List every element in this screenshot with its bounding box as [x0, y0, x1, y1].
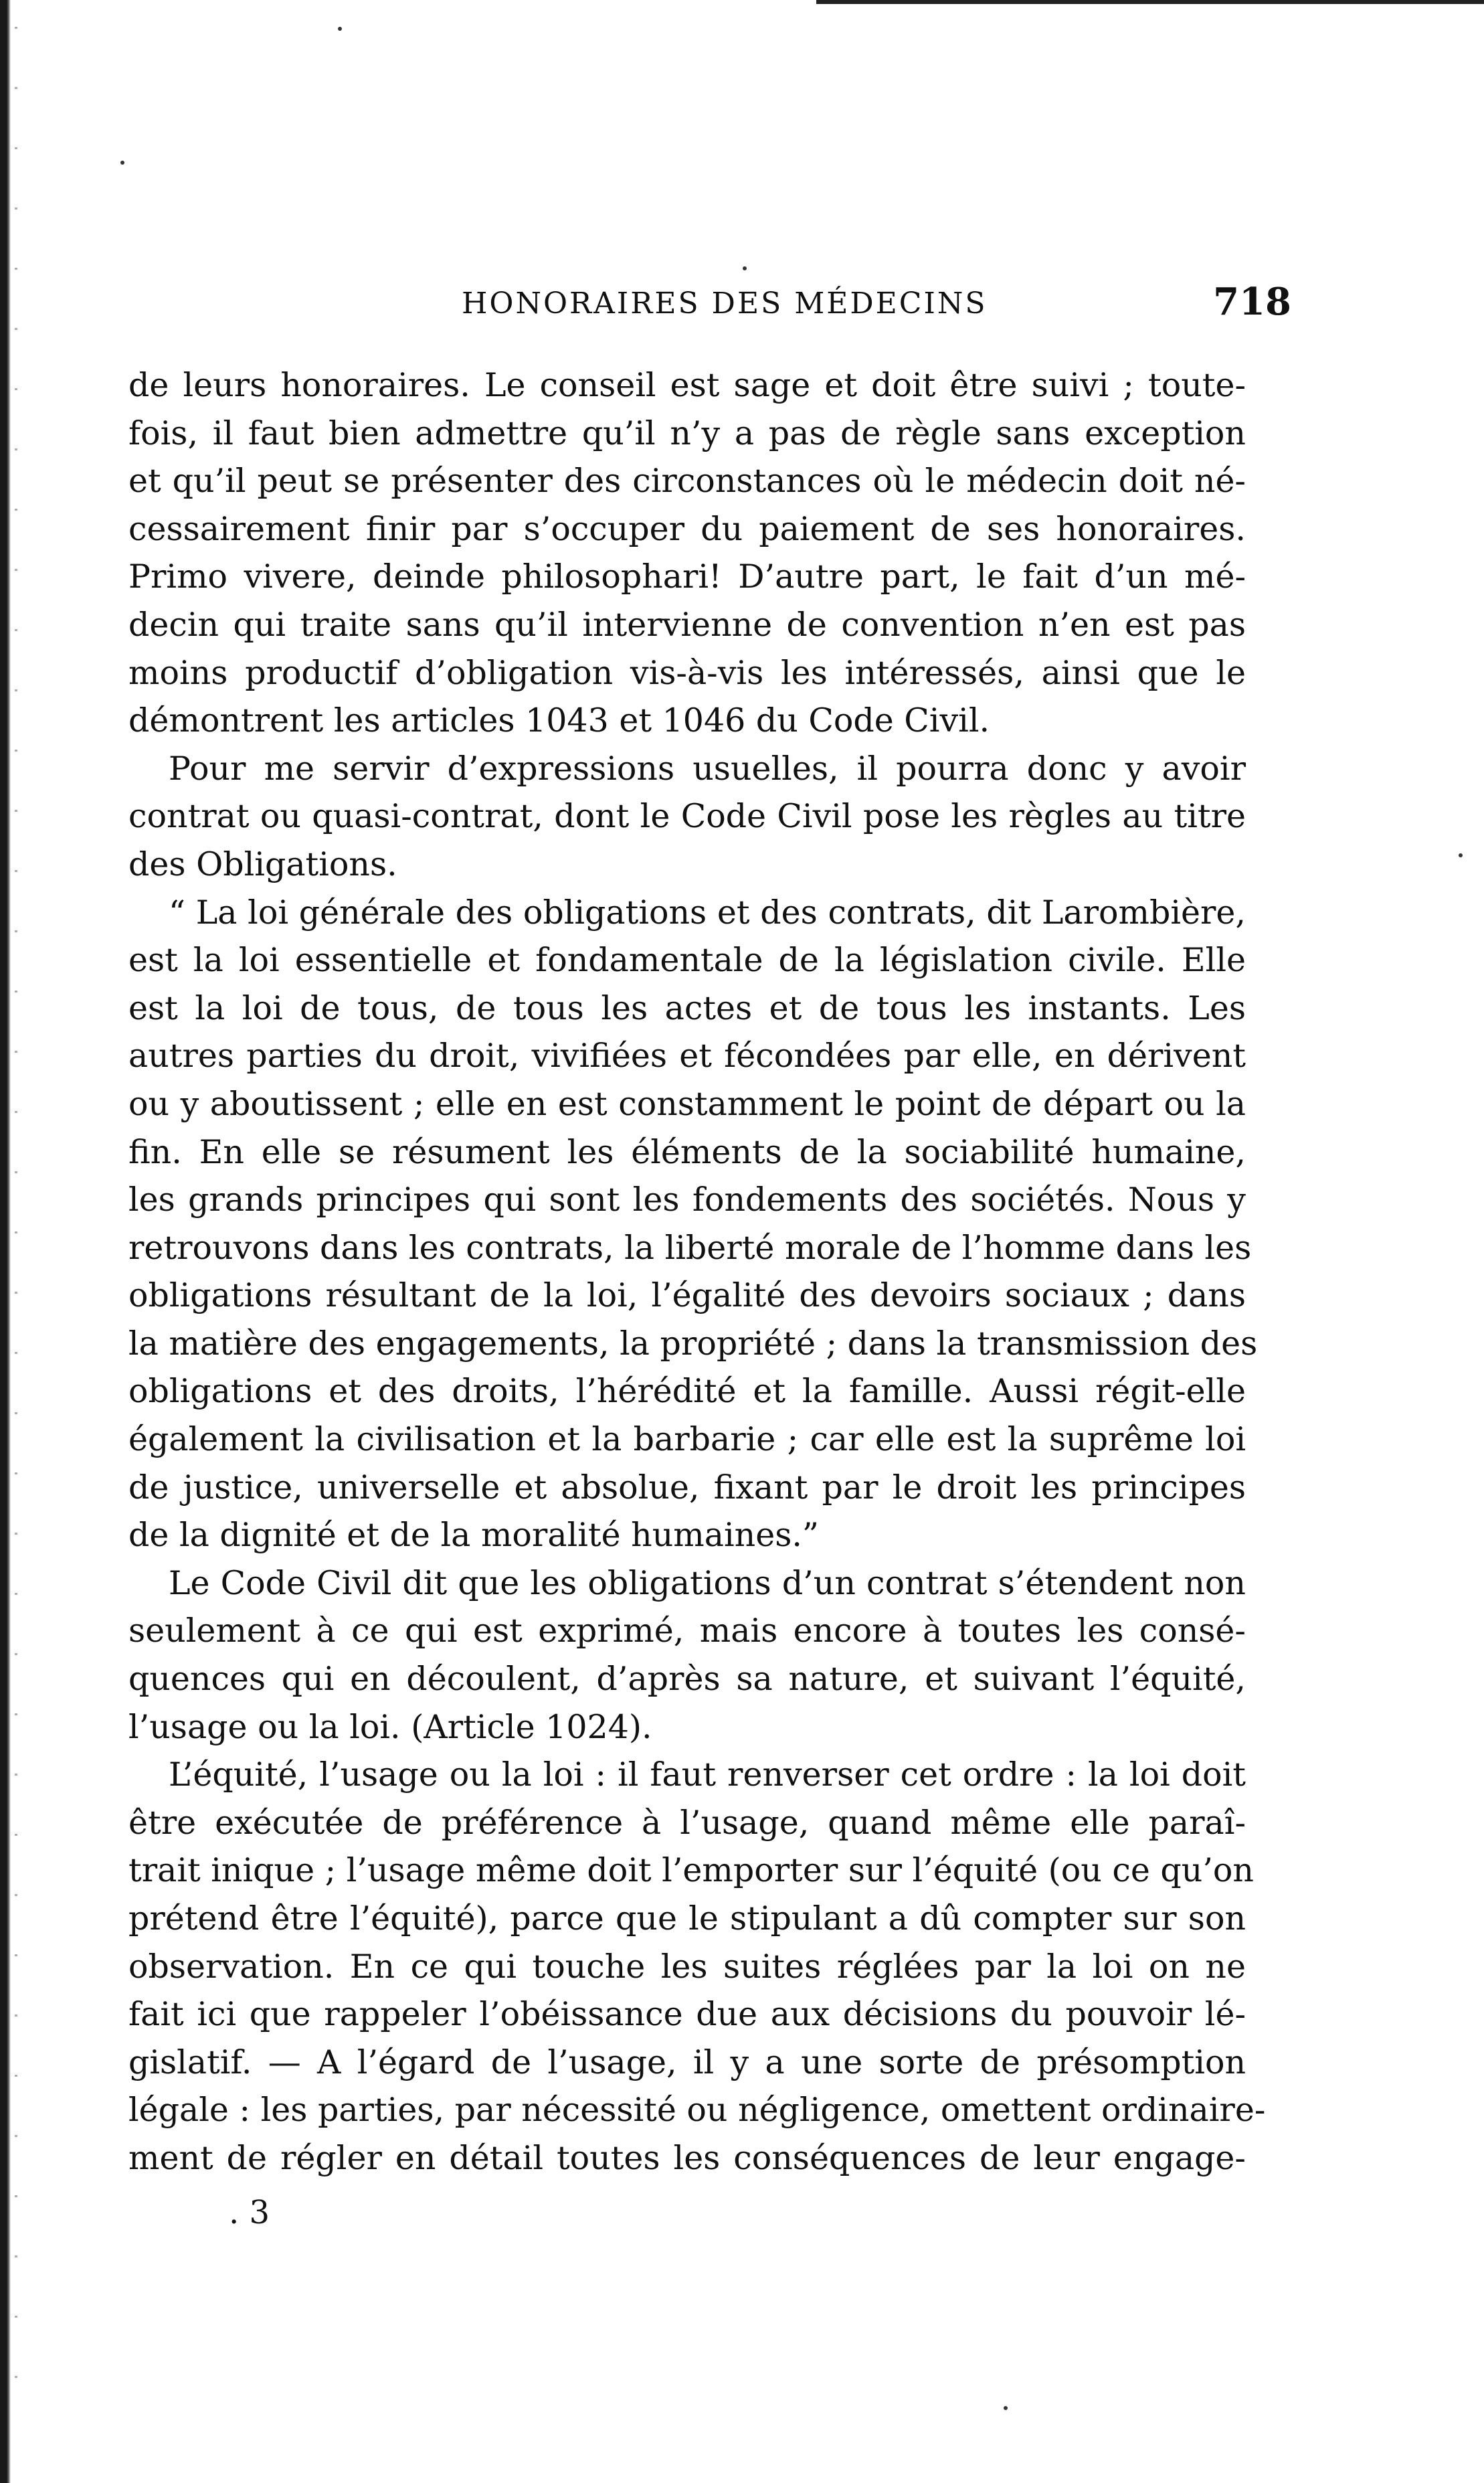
page-left-edge-shadow	[0, 0, 11, 2483]
text-line: ou y aboutissent ; elle en est constamment le point de départ ou la	[128, 1084, 1246, 1123]
running-title: HONORAIRES DES MÉDECINS	[462, 286, 988, 321]
text-line: de la dignité et de la moralité humaines.”	[128, 1516, 819, 1555]
text-line: prétend être l’équité), parce que le stipulant a dû compter sur son	[128, 1899, 1246, 1938]
running-header	[127, 280, 1291, 327]
text-line: “ La loi générale des obligations et des contrats, dit Larombière,	[169, 893, 1246, 932]
binding-dots	[15, 27, 17, 2436]
text-line: Le Code Civil dit que les obligations d’un contrat s’étendent non	[169, 1563, 1246, 1602]
text-line: l’usage ou la loi. (Article 1024).	[128, 1707, 652, 1746]
text-line: retrouvons dans les contrats, la liberté morale de l’homme dans les	[128, 1228, 1252, 1267]
text-line: obligations résultant de la loi, l’égalité des devoirs sociaux ; dans	[128, 1276, 1246, 1315]
text-line: de justice, universelle et absolue, fixant par le droit les principes	[128, 1468, 1246, 1507]
text-line: la matière des engagements, la propriété ; dans la transmission des	[128, 1324, 1258, 1363]
text-line: autres parties du droit, vivifiées et fécondées par elle, en dérivent	[128, 1037, 1246, 1076]
text-line: fois, il faut bien admettre qu’il n’y a pas de règle sans exception	[128, 414, 1246, 452]
print-speck	[1004, 2406, 1008, 2410]
print-speck	[120, 161, 124, 165]
text-line: decin qui traite sans qu’il intervienne de convention n’en est pas	[128, 605, 1246, 644]
body-text	[128, 361, 1266, 2182]
text-line: quences qui en découlent, d’après sa nature, et suivant l’équité,	[128, 1660, 1246, 1699]
text-line: Pour me servir d’expressions usuelles, il pourra donc y avoir	[169, 749, 1246, 788]
page-number: 718	[1213, 280, 1291, 324]
text-line: contrat ou quasi-contrat, dont le Code Civil pose les règles au titre	[128, 797, 1246, 836]
text-line: L’équité, l’usage ou la loi : il faut renverser cet ordre : la loi doit	[169, 1756, 1246, 1794]
text-line: démontrent les articles 1043 et 1046 du Code Civil.	[128, 701, 990, 740]
signature-mark: . 3	[229, 2194, 270, 2231]
text-line: trait inique ; l’usage même doit l’emporter sur l’équité (ou ce qu’on	[128, 1851, 1254, 1890]
text-line: légale : les parties, par nécessité ou négligence, omettent ordinaire-	[128, 2091, 1266, 2130]
print-speck	[1459, 853, 1463, 857]
text-line: gislatif. — A l’égard de l’usage, il y a une sorte de présomption	[128, 2043, 1246, 2081]
page-top-edge-shadow	[816, 0, 1484, 4]
text-line: fin. En elle se résument les éléments de la sociabilité humaine,	[128, 1132, 1246, 1171]
text-line: de leurs honoraires. Le conseil est sage et doit être suivi ; toute-	[128, 366, 1246, 404]
text-line: être exécutée de préférence à l’usage, quand même elle paraî-	[128, 1803, 1246, 1842]
text-line: Primo vivere, deinde philosophari! D’autre part, le fait d’un mé-	[128, 558, 1246, 596]
text-line: est la loi de tous, de tous les actes et de tous les instants. Les	[128, 989, 1246, 1027]
text-line: les grands principes qui sont les fondements des sociétés. Nous y	[128, 1181, 1246, 1219]
text-line: observation. En ce qui touche les suites réglées par la loi on ne	[128, 1947, 1246, 1986]
text-line: également la civilisation et la barbarie ; car elle est la suprême loi	[128, 1420, 1246, 1459]
text-line: obligations et des droits, l’hérédité et la famille. Aussi régit-elle	[128, 1372, 1246, 1411]
text-line: et qu’il peut se présenter des circonstances où le médecin doit né-	[128, 462, 1246, 501]
text-line: moins productif d’obligation vis-à-vis les intéressés, ainsi que le	[128, 653, 1246, 692]
print-speck	[743, 266, 747, 270]
text-line: cessairement finir par s’occuper du paiement de ses honoraires.	[128, 509, 1246, 548]
text-line: ment de régler en détail toutes les conséquences de leur engage-	[128, 2138, 1246, 2177]
text-line: seulement à ce qui est exprimé, mais encore à toutes les consé-	[128, 1612, 1246, 1650]
text-line: fait ici que rappeler l’obéissance due aux décisions du pouvoir lé-	[128, 1995, 1246, 2034]
text-line: est la loi essentielle et fondamentale de la législation civile. Elle	[128, 941, 1246, 980]
text-line: des Obligations.	[128, 845, 397, 883]
print-speck	[338, 27, 342, 31]
